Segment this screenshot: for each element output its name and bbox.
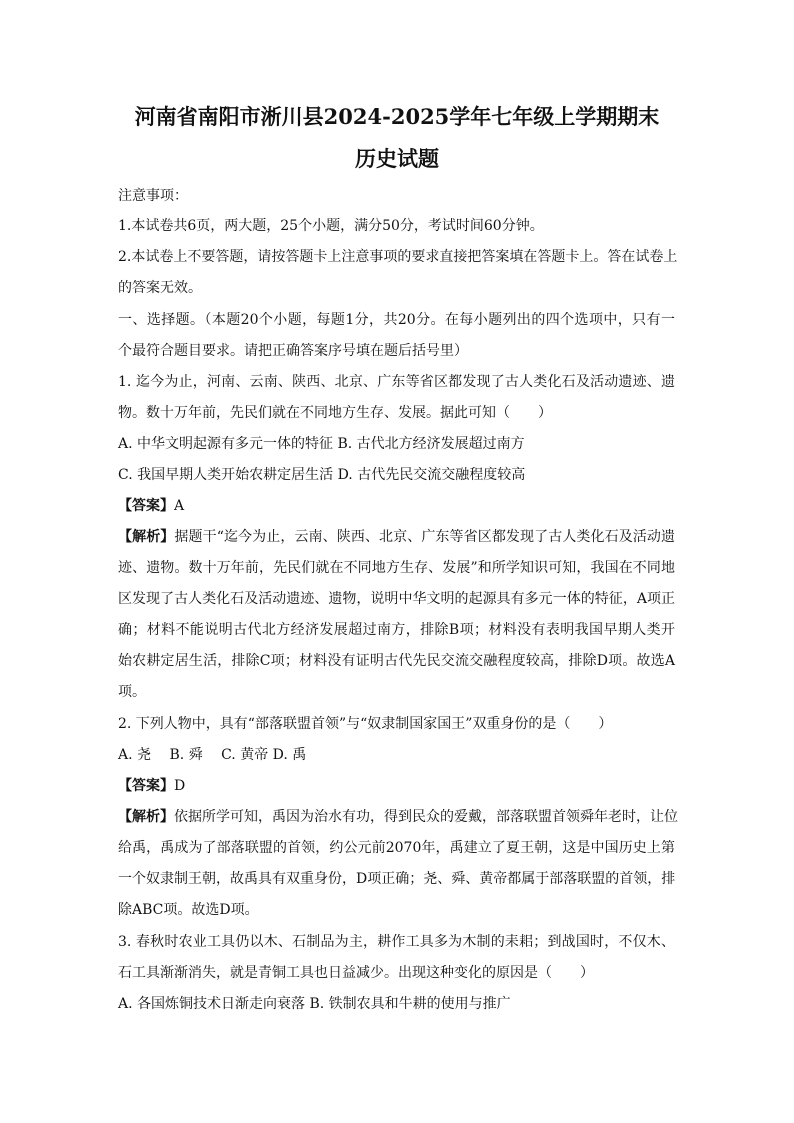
q3-stem-line-1: 3. 春秋时农业工具仍以木、石制品为主，耕作工具多为木制的耒耜；到战国时，不仅木、 [118,934,675,950]
analysis-label: 【解析】 [118,529,175,545]
q2-analysis-line-4: 除ABC项。故选D项。 [118,902,259,918]
q2-analysis-line-3: 一个奴隶制王朝，故禹具有双重身份，D项正确；尧、舜、黄帝都属于部落联盟的首领，排 [118,871,676,887]
q1-options-line-2: C. 我国早期人类开始农耕定居生活 D. 古代先民交流交融程度较高 [118,467,526,483]
section-1-instructions-line-1: 一、选择题。（本题20个小题，每题1分，共20分。在每小题列出的四个选项中，只有一 [118,312,675,328]
q1-stem-line-2: 物。数十万年前，先民们就在不同地方生存、发展。据此可知（ ） [118,405,552,421]
notice-item-2-line-1: 2.本试卷上不要答题，请按答题卡上注意事项的要求直接把答案填在答题卡上。答在试卷上 [118,249,678,265]
q1-analysis-line-4: 确；材料不能说明古代北方经济发展超过南方，排除B项；材料没有表明我国早期人类开 [118,622,675,638]
answer-label: 【答案】 [118,498,174,514]
analysis-label: 【解析】 [118,809,174,825]
q2-stem: 2. 下列人物中，具有“部落联盟首领”与“奴隶制国家国王”双重身份的是（ ） [118,716,613,732]
exam-subtitle: 历史试题 [355,146,439,171]
section-1-instructions-line-2: 个最符合题目要求。请把正确答案序号填在题后括号里） [118,343,468,359]
q1-analysis-line-1 [118,527,675,547]
q1-options-line-1: A. 中华文明起源有多元一体的特征 B. 古代北方经济发展超过南方 [118,436,525,452]
notice-item-1: 1.本试卷共6页，两大题，25个小题，满分50分，考试时间60分钟。 [118,218,544,234]
answer-value: D [174,778,186,794]
q1-answer [118,496,184,516]
q3-stem-line-2: 石工具渐渐消失，就是青铜工具也日益减少。出现这种变化的原因是（ ） [118,965,594,981]
q1-analysis-line-5: 始农耕定居生活，排除C项；材料没有证明古代先民交流交融程度较高，排除D项。故选A [118,653,675,669]
q2-analysis-line-2: 给禹，禹成为了部落联盟的首领，约公元前2070年，禹建立了夏王朝，这是中国历史上第 [118,840,675,856]
q1-stem-line-1: 1. 迄今为止，河南、云南、陕西、北京、广东等省区都发现了古人类化石及活动遗迹、遗 [118,374,675,390]
q1-analysis-line-2: 迹、遗物。数十万年前，先民们就在不同地方生存、发展”和所学知识可知，我国在不同地 [118,560,675,576]
q3-options-line-1: A. 各国炼铜技术日渐走向衰落 B. 铁制农具和牛耕的使用与推广 [118,996,511,1012]
exam-title: 河南省南阳市淅川县2024-2025学年七年级上学期期末 [134,104,660,129]
answer-value: A [174,498,185,514]
q2-analysis-line-1 [118,807,678,827]
analysis-text: 依据所学可知，禹因为治水有功，得到民众的爱戴，部落联盟首领舜年老时，让位 [174,809,678,825]
q1-analysis-line-3: 区发现了古人类化石及活动遗迹、遗物，说明中华文明的起源具有多元一体的特征，A项正 [118,591,675,607]
answer-label: 【答案】 [118,778,174,794]
q2-options: A. 尧 B. 舜 C. 黄帝 D. 禹 [118,747,307,763]
q1-analysis-line-6: 项。 [118,684,146,700]
analysis-text: 据题干“迄今为止，云南、陕西、北京、广东等省区都发现了古人类化石及活动遗 [174,529,676,545]
q2-answer [118,776,185,796]
notice-item-2-line-2: 的答案无效。 [118,280,202,296]
notice-heading: 注意事项： [118,188,188,204]
